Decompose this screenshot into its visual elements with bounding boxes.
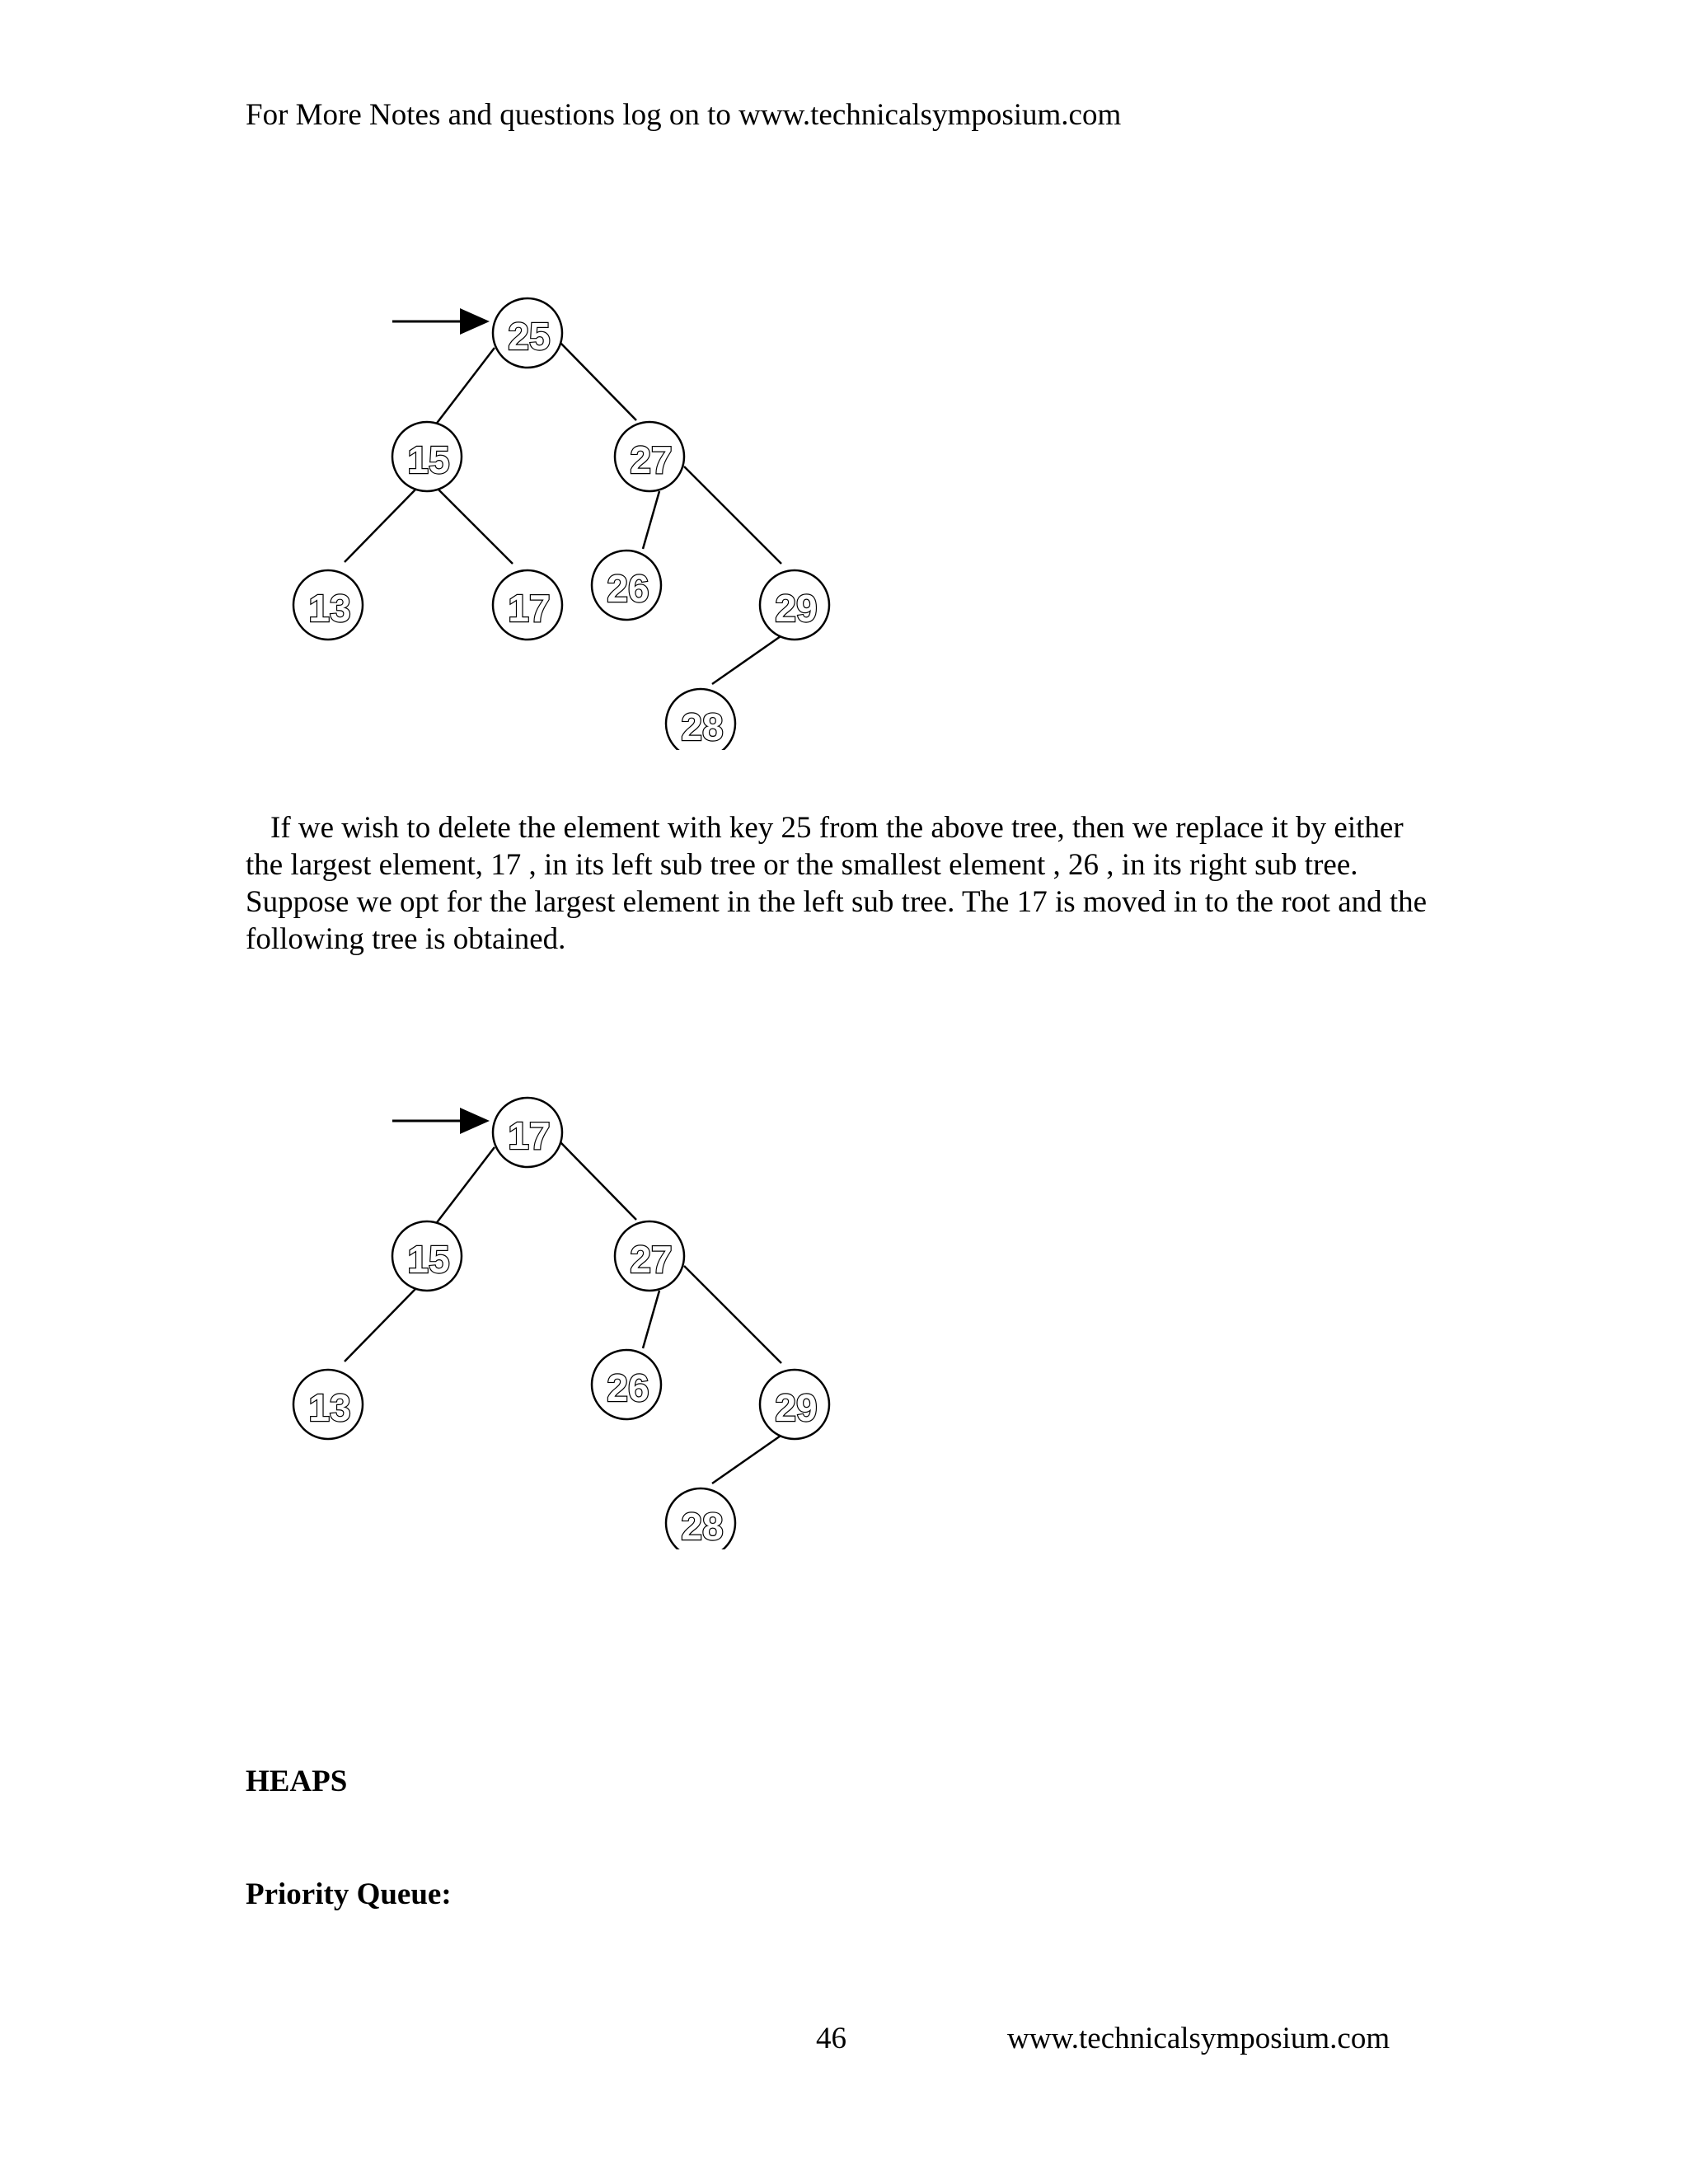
- explanation-paragraph: If we wish to delete the element with key 25 from the above tree, then we replace it by either the largest element, 17 , in its left sub tree or the smallest element , 26 , in its right sub tree. Suppose we opt for the largest element in the left sub tree. The 17 is moved in to the root and the following tree is obtained.: [246, 811, 1428, 956]
- tree-node: [493, 1098, 562, 1167]
- tree-node: [493, 570, 562, 640]
- tree-edge: [684, 1266, 781, 1363]
- tree-edge: [643, 1291, 659, 1348]
- tree-edge: [345, 490, 415, 562]
- footer-site-text: www.technicalsymposium.com: [1007, 2022, 1390, 2055]
- node-label: 26: [607, 1366, 649, 1409]
- tree-node: [760, 570, 829, 640]
- arrowhead-icon: [460, 1108, 490, 1134]
- tree-node: [392, 1221, 462, 1291]
- tree-node: [666, 689, 735, 750]
- node-label: 25: [508, 315, 551, 358]
- node-label: 17: [508, 1114, 551, 1157]
- page-header-text: For More Notes and questions log on to www.technicalsymposium.com: [246, 98, 1122, 132]
- node-label: 27: [630, 438, 673, 481]
- section-heading-heaps: HEAPS: [246, 1765, 348, 1798]
- tree-node: [592, 551, 661, 620]
- tree-edge: [712, 1434, 783, 1483]
- node-label: 28: [681, 1505, 724, 1548]
- tree-node: [615, 422, 684, 491]
- tree-node: [592, 1350, 661, 1419]
- node-label: 29: [775, 1386, 818, 1429]
- tree-node: [293, 1370, 363, 1439]
- tree-node: [615, 1221, 684, 1291]
- arrowhead-icon: [460, 308, 490, 335]
- node-label: 13: [308, 1386, 351, 1429]
- tree-edge: [560, 1142, 636, 1220]
- section-heading-priority-queue: Priority Queue:: [246, 1877, 452, 1911]
- node-label: 15: [407, 438, 450, 481]
- tree-diagram-svg: [0, 1071, 907, 1549]
- tree-diagram-svg: [0, 272, 907, 750]
- tree-edge: [438, 490, 513, 564]
- node-label: 27: [630, 1238, 673, 1281]
- tree-node: [392, 422, 462, 491]
- tree-edge: [712, 635, 783, 684]
- tree-edge: [560, 343, 636, 420]
- tree-edge: [643, 491, 659, 549]
- bst-diagram-after-deletion: [0, 1071, 907, 1549]
- tree-edge: [345, 1289, 415, 1361]
- tree-edge: [435, 1147, 495, 1225]
- node-label: 29: [775, 587, 818, 630]
- node-label: 28: [681, 705, 724, 748]
- tree-node: [493, 298, 562, 368]
- tree-edge: [435, 348, 495, 425]
- tree-edge: [684, 466, 781, 564]
- node-label: 17: [508, 587, 551, 630]
- tree-node: [760, 1370, 829, 1439]
- tree-node: [666, 1488, 735, 1549]
- node-label: 15: [407, 1238, 450, 1281]
- node-label: 13: [308, 587, 351, 630]
- page-number: 46: [816, 2022, 846, 2055]
- bst-diagram-before-deletion: [0, 272, 907, 750]
- tree-node: [293, 570, 363, 640]
- node-label: 26: [607, 567, 649, 610]
